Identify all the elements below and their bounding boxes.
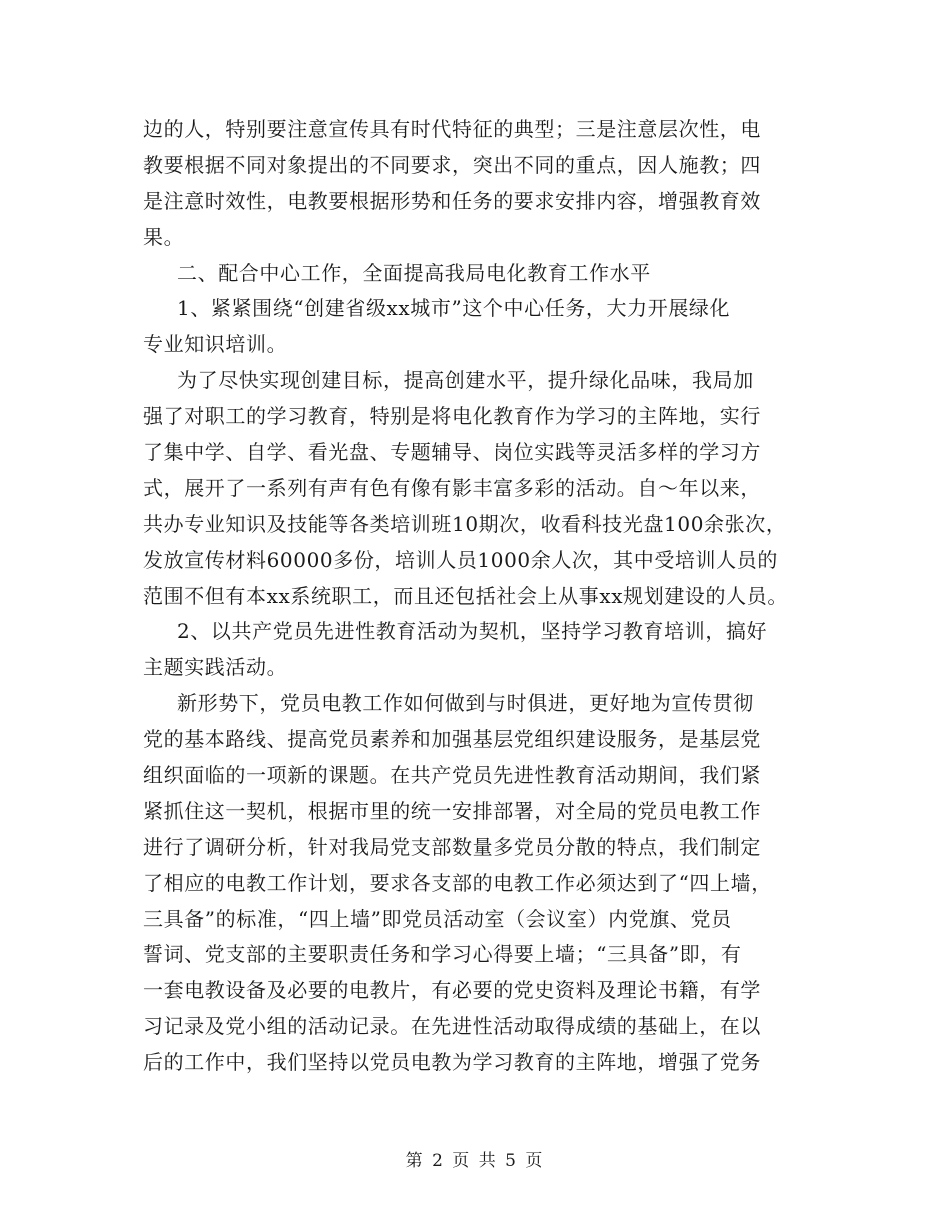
subsection-heading: 2、以共产党员先进性教育活动为契机，坚持学习教育培训，搞好 xyxy=(177,619,768,644)
section-heading: 二、配合中心工作，全面提高我局电化教育工作水平 xyxy=(177,260,651,285)
body-line: 式，展开了一系列有声有色有像有影丰富多彩的活动。自～年以来， xyxy=(143,475,761,500)
document-body xyxy=(143,112,803,1081)
body-line: 发放宣传材料60000多份，培训人员1000余人次，其中受培训人员的 xyxy=(143,547,778,572)
body-line: 组织面临的一项新的课题。在共产党员先进性教育活动期间，我们紧 xyxy=(143,763,761,788)
body-line: 了相应的电教工作计划，要求各支部的电教工作必须达到了“四上墙， xyxy=(143,870,772,895)
body-line: 是注意时效性，电教要根据形势和任务的要求安排内容，增强教育效 xyxy=(143,188,761,213)
body-line: 三具备”的标准，“四上墙”即党员活动室（会议室）内党旗、党员 xyxy=(143,906,732,931)
body-line: 进行了调研分析，针对我局党支部数量多党员分散的特点，我们制定 xyxy=(143,834,761,859)
body-line: 习记录及党小组的活动记录。在先进性活动取得成绩的基础上，在以 xyxy=(143,1014,761,1039)
body-line: 主题实践活动。 xyxy=(143,655,288,680)
body-line: 党的基本路线、提高党员素养和加强基层党组织建设服务，是基层党 xyxy=(143,727,761,752)
body-line: 教要根据不同对象提出的不同要求，突出不同的重点，因人施教；四 xyxy=(143,152,761,177)
body-line: 强了对职工的学习教育，特别是将电化教育作为学习的主阵地，实行 xyxy=(143,404,761,429)
body-line: 后的工作中，我们坚持以党员电教为学习教育的主阵地，增强了党务 xyxy=(143,1050,761,1075)
subsection-heading: 1、紧紧围绕“创建省级xx城市”这个中心任务，大力开展绿化 xyxy=(177,296,731,321)
body-line: 范围不但有本xx系统职工，而且还包括社会上从事xx规划建设的人员。 xyxy=(143,583,788,608)
body-line: 了集中学、自学、看光盘、专题辅导、岗位实践等灵活多样的学习方 xyxy=(143,440,761,465)
body-line: 共办专业知识及技能等各类培训班10期次，收看科技光盘100余张次， xyxy=(143,511,787,536)
body-line: 边的人，特别要注意宣传具有时代特征的典型；三是注意层次性，电 xyxy=(143,117,761,141)
paragraph-start: 新形势下，党员电教工作如何做到与时俱进，更好地为宣传贯彻 xyxy=(177,691,754,716)
body-line: 一套电教设备及必要的电教片，有必要的党史资料及理论书籍，有学 xyxy=(143,978,761,1003)
page-number: 第 2 页 共 5 页 xyxy=(405,1151,545,1171)
paragraph-start: 为了尽快实现创建目标，提高创建水平，提升绿化品味，我局加 xyxy=(177,368,754,393)
body-line: 紧抓住这一契机，根据市里的统一安排部署，对全局的党员电教工作 xyxy=(143,798,761,823)
body-line: 专业知识培训。 xyxy=(143,332,288,357)
body-line: 誓词、党支部的主要职责任务和学习心得要上墙；“三具备”即，有 xyxy=(143,942,742,967)
body-line: 果。 xyxy=(143,224,185,249)
